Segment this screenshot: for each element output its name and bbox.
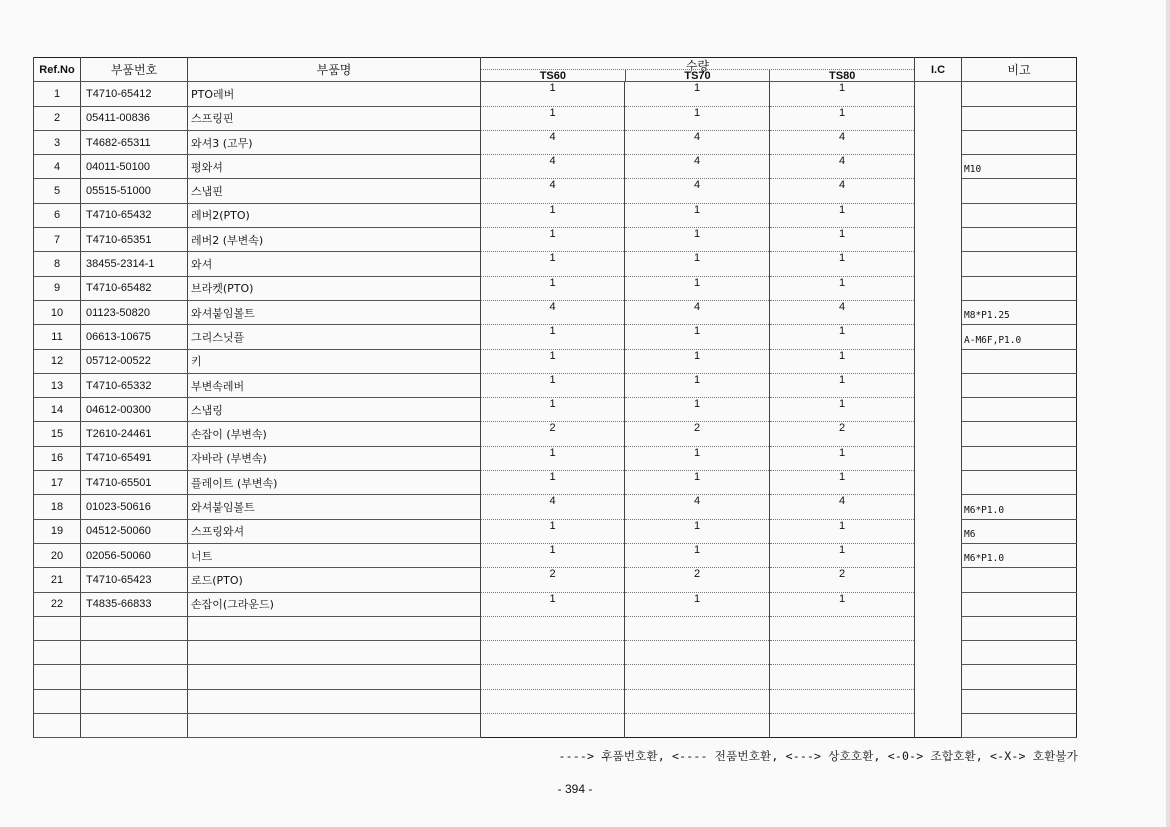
ref-cell: 17	[34, 471, 81, 495]
ic-cell	[915, 300, 962, 324]
header-model-ts60: TS60	[539, 70, 566, 82]
header-row	[34, 58, 1077, 82]
qty-ts70-cell	[625, 641, 770, 665]
ic-cell	[915, 106, 962, 130]
ref-cell: 8	[34, 252, 81, 276]
part-name-cell: 평와셔	[188, 155, 481, 179]
ic-cell	[915, 665, 962, 689]
qty-ts80-cell	[770, 689, 915, 713]
qty-ts60-cell: 1	[481, 203, 625, 227]
qty-ts60-cell: 1	[481, 82, 625, 106]
part-name-cell: 스냅링	[188, 398, 481, 422]
table-row	[34, 179, 1077, 203]
qty-ts80-cell: 1	[770, 82, 915, 106]
ref-cell: 14	[34, 398, 81, 422]
qty-ts70-cell: 1	[625, 252, 770, 276]
qty-ts70-cell: 1	[625, 471, 770, 495]
note-cell	[962, 82, 1077, 106]
part-number-cell: T4710-65432	[81, 203, 188, 227]
part-name-cell	[188, 689, 481, 713]
part-name-cell: 와셔3 (고무)	[188, 130, 481, 154]
ref-cell: 10	[34, 300, 81, 324]
part-number-cell: T2610-24461	[81, 422, 188, 446]
part-name-cell: 손잡이(그라운드)	[188, 592, 481, 616]
ic-cell	[915, 689, 962, 713]
qty-ts80-cell: 4	[770, 179, 915, 203]
note-cell: M10	[962, 155, 1077, 179]
ref-cell: 15	[34, 422, 81, 446]
note-cell: M6*P1.0	[962, 495, 1077, 519]
qty-ts70-cell	[625, 689, 770, 713]
table-row	[34, 568, 1077, 592]
note-cell	[962, 568, 1077, 592]
ref-cell	[34, 714, 81, 738]
ic-cell	[915, 422, 962, 446]
part-number-cell: 01023-50616	[81, 495, 188, 519]
table-row	[34, 714, 1077, 738]
note-cell	[962, 714, 1077, 738]
qty-ts60-cell: 2	[481, 568, 625, 592]
part-name-cell: 스프링와셔	[188, 519, 481, 543]
qty-ts60-cell	[481, 689, 625, 713]
part-number-cell: T4710-65482	[81, 276, 188, 300]
ic-cell	[915, 568, 962, 592]
header-quantity	[481, 58, 915, 82]
qty-ts60-cell: 1	[481, 373, 625, 397]
qty-ts60-cell	[481, 665, 625, 689]
note-cell: M8*P1.25	[962, 300, 1077, 324]
ref-cell: 20	[34, 543, 81, 567]
qty-ts80-cell	[770, 665, 915, 689]
qty-ts70-cell	[625, 714, 770, 738]
note-cell	[962, 422, 1077, 446]
qty-ts80-cell: 1	[770, 228, 915, 252]
table-row	[34, 495, 1077, 519]
qty-ts80-cell: 1	[770, 543, 915, 567]
table-row	[34, 446, 1077, 470]
part-number-cell: 04011-50100	[81, 155, 188, 179]
note-cell	[962, 616, 1077, 640]
table-row	[34, 373, 1077, 397]
table-row	[34, 689, 1077, 713]
part-number-cell: 04612-00300	[81, 398, 188, 422]
part-number-cell: T4710-65332	[81, 373, 188, 397]
ref-cell: 6	[34, 203, 81, 227]
qty-ts70-cell: 1	[625, 228, 770, 252]
note-cell	[962, 203, 1077, 227]
ref-cell: 5	[34, 179, 81, 203]
qty-ts70-cell	[625, 665, 770, 689]
ic-cell	[915, 155, 962, 179]
part-number-cell: 05712-00522	[81, 349, 188, 373]
header-model-ts70: TS70	[625, 70, 770, 81]
part-name-cell	[188, 641, 481, 665]
ref-cell: 7	[34, 228, 81, 252]
qty-ts60-cell: 1	[481, 398, 625, 422]
qty-ts80-cell	[770, 714, 915, 738]
table-row	[34, 471, 1077, 495]
interchange-legend: ----> 후품번호환, <---- 전품번호환, <---> 상호호환, <-0-> 조합호환, <-X-> 호환불가	[558, 749, 1078, 763]
qty-ts70-cell	[625, 616, 770, 640]
ref-cell: 2	[34, 106, 81, 130]
qty-ts80-cell: 1	[770, 446, 915, 470]
part-name-cell: 자바라 (부변속)	[188, 446, 481, 470]
ref-cell	[34, 665, 81, 689]
part-name-cell: 와셔	[188, 252, 481, 276]
note-cell	[962, 665, 1077, 689]
note-cell: M6*P1.0	[962, 543, 1077, 567]
qty-ts60-cell: 4	[481, 495, 625, 519]
ic-cell	[915, 543, 962, 567]
header-part-name: 부품명	[188, 58, 481, 82]
ic-cell	[915, 252, 962, 276]
qty-ts80-cell: 1	[770, 373, 915, 397]
qty-ts70-cell: 1	[625, 82, 770, 106]
qty-ts80-cell: 2	[770, 422, 915, 446]
part-name-cell	[188, 714, 481, 738]
note-cell	[962, 641, 1077, 665]
ic-cell	[915, 349, 962, 373]
qty-ts60-cell: 1	[481, 543, 625, 567]
ref-cell: 21	[34, 568, 81, 592]
part-name-cell: 브라켓(PTO)	[188, 276, 481, 300]
header-ic: I.C	[915, 58, 962, 82]
ic-cell	[915, 519, 962, 543]
header-note: 비고	[962, 58, 1077, 82]
note-cell	[962, 373, 1077, 397]
table-row	[34, 106, 1077, 130]
ic-cell	[915, 592, 962, 616]
qty-ts80-cell: 1	[770, 325, 915, 349]
qty-ts80-cell: 1	[770, 106, 915, 130]
ref-cell: 12	[34, 349, 81, 373]
part-number-cell: 06613-10675	[81, 325, 188, 349]
part-name-cell: 너트	[188, 543, 481, 567]
qty-ts60-cell: 4	[481, 179, 625, 203]
qty-ts60-cell: 1	[481, 228, 625, 252]
part-name-cell: 레버2 (부변속)	[188, 228, 481, 252]
qty-ts70-cell: 4	[625, 300, 770, 324]
table-row	[34, 519, 1077, 543]
part-number-cell: 05515-51000	[81, 179, 188, 203]
part-number-cell: 04512-50060	[81, 519, 188, 543]
qty-ts70-cell: 1	[625, 106, 770, 130]
qty-ts80-cell: 1	[770, 398, 915, 422]
ic-cell	[915, 276, 962, 300]
header-part-number: 부품번호	[81, 58, 188, 82]
note-cell	[962, 252, 1077, 276]
ic-cell	[915, 641, 962, 665]
qty-ts70-cell: 1	[625, 543, 770, 567]
note-cell	[962, 349, 1077, 373]
part-number-cell	[81, 689, 188, 713]
qty-ts70-cell: 1	[625, 373, 770, 397]
ic-cell	[915, 203, 962, 227]
qty-ts80-cell: 1	[770, 519, 915, 543]
table-row	[34, 325, 1077, 349]
qty-ts80-cell: 1	[770, 252, 915, 276]
qty-ts60-cell	[481, 641, 625, 665]
qty-ts80-cell: 1	[770, 203, 915, 227]
part-name-cell	[188, 616, 481, 640]
ic-cell	[915, 228, 962, 252]
ref-cell	[34, 689, 81, 713]
note-cell	[962, 179, 1077, 203]
ic-cell	[915, 471, 962, 495]
qty-ts70-cell: 4	[625, 495, 770, 519]
part-name-cell: 로드(PTO)	[188, 568, 481, 592]
ref-cell: 1	[34, 82, 81, 106]
table-row	[34, 543, 1077, 567]
qty-ts80-cell: 1	[770, 592, 915, 616]
part-name-cell: 손잡이 (부변속)	[188, 422, 481, 446]
part-number-cell	[81, 641, 188, 665]
table-row	[34, 228, 1077, 252]
table-row	[34, 592, 1077, 616]
qty-ts70-cell: 4	[625, 179, 770, 203]
part-name-cell	[188, 665, 481, 689]
scan-edge	[1166, 0, 1170, 827]
qty-ts70-cell: 1	[625, 276, 770, 300]
part-name-cell: 키	[188, 349, 481, 373]
ref-cell: 3	[34, 130, 81, 154]
qty-ts70-cell: 1	[625, 592, 770, 616]
ref-cell: 19	[34, 519, 81, 543]
note-cell: A-M6F,P1.0	[962, 325, 1077, 349]
ref-cell: 9	[34, 276, 81, 300]
ic-cell	[915, 130, 962, 154]
qty-ts60-cell: 4	[481, 155, 625, 179]
ic-cell	[915, 398, 962, 422]
part-number-cell: 02056-50060	[81, 543, 188, 567]
qty-ts80-cell: 4	[770, 155, 915, 179]
part-number-cell: T4710-65423	[81, 568, 188, 592]
qty-ts70-cell: 1	[625, 398, 770, 422]
qty-ts80-cell	[770, 641, 915, 665]
ref-cell: 13	[34, 373, 81, 397]
ref-cell: 11	[34, 325, 81, 349]
parts-table	[33, 57, 1077, 738]
part-number-cell: T4710-65412	[81, 82, 188, 106]
qty-ts60-cell	[481, 714, 625, 738]
ic-cell	[915, 616, 962, 640]
table-row	[34, 641, 1077, 665]
table-row	[34, 422, 1077, 446]
qty-ts60-cell: 1	[481, 106, 625, 130]
part-number-cell: T4710-65501	[81, 471, 188, 495]
ref-cell	[34, 616, 81, 640]
qty-ts60-cell: 1	[481, 349, 625, 373]
table-row	[34, 665, 1077, 689]
part-number-cell	[81, 665, 188, 689]
table-row	[34, 349, 1077, 373]
ic-cell	[915, 325, 962, 349]
ref-cell	[34, 641, 81, 665]
note-cell: M6	[962, 519, 1077, 543]
note-cell	[962, 471, 1077, 495]
table-row	[34, 203, 1077, 227]
qty-ts80-cell: 4	[770, 300, 915, 324]
part-number-cell: 38455-2314-1	[81, 252, 188, 276]
note-cell	[962, 228, 1077, 252]
part-name-cell: 스프링핀	[188, 106, 481, 130]
part-number-cell: T4835-66833	[81, 592, 188, 616]
header-models	[481, 69, 914, 81]
qty-ts70-cell: 4	[625, 155, 770, 179]
part-name-cell: 레버2(PTO)	[188, 203, 481, 227]
qty-ts80-cell: 1	[770, 349, 915, 373]
part-name-cell: 부변속레버	[188, 373, 481, 397]
ref-cell: 16	[34, 446, 81, 470]
qty-ts80-cell: 4	[770, 130, 915, 154]
part-name-cell: 와셔붙임볼트	[188, 300, 481, 324]
part-name-cell: 와셔붙임볼트	[188, 495, 481, 519]
note-cell	[962, 276, 1077, 300]
note-cell	[962, 446, 1077, 470]
qty-ts70-cell: 2	[625, 422, 770, 446]
note-cell	[962, 106, 1077, 130]
part-number-cell: T4710-65491	[81, 446, 188, 470]
ref-cell: 4	[34, 155, 81, 179]
part-number-cell	[81, 714, 188, 738]
note-cell	[962, 592, 1077, 616]
table-row	[34, 252, 1077, 276]
ic-cell	[915, 495, 962, 519]
part-name-cell: PTO레버	[188, 82, 481, 106]
table-row	[34, 82, 1077, 106]
qty-ts60-cell: 4	[481, 130, 625, 154]
note-cell	[962, 689, 1077, 713]
part-number-cell: 05411-00836	[81, 106, 188, 130]
ref-cell: 22	[34, 592, 81, 616]
qty-ts60-cell: 1	[481, 446, 625, 470]
ref-cell: 18	[34, 495, 81, 519]
qty-ts80-cell: 2	[770, 568, 915, 592]
qty-ts70-cell: 4	[625, 130, 770, 154]
qty-ts60-cell	[481, 616, 625, 640]
header-ref-no: Ref.No	[34, 58, 81, 82]
table-row	[34, 300, 1077, 324]
qty-ts70-cell: 1	[625, 519, 770, 543]
table-row	[34, 398, 1077, 422]
table-row	[34, 130, 1077, 154]
part-number-cell: T4710-65351	[81, 228, 188, 252]
part-name-cell: 플레이트 (부변속)	[188, 471, 481, 495]
note-cell	[962, 130, 1077, 154]
qty-ts60-cell: 2	[481, 422, 625, 446]
qty-ts60-cell: 1	[481, 276, 625, 300]
part-number-cell	[81, 616, 188, 640]
qty-ts70-cell: 1	[625, 203, 770, 227]
note-cell	[962, 398, 1077, 422]
ic-cell	[915, 179, 962, 203]
qty-ts60-cell: 1	[481, 471, 625, 495]
qty-ts80-cell: 4	[770, 495, 915, 519]
qty-ts70-cell: 2	[625, 568, 770, 592]
qty-ts70-cell: 1	[625, 446, 770, 470]
qty-ts80-cell: 1	[770, 276, 915, 300]
ic-cell	[915, 714, 962, 738]
part-name-cell: 스냅핀	[188, 179, 481, 203]
qty-ts80-cell	[770, 616, 915, 640]
table-row	[34, 276, 1077, 300]
qty-ts70-cell: 1	[625, 325, 770, 349]
table-row	[34, 616, 1077, 640]
qty-ts60-cell: 4	[481, 300, 625, 324]
header-quantity-label: 수량	[685, 59, 710, 73]
qty-ts60-cell: 1	[481, 519, 625, 543]
ic-cell	[915, 82, 962, 106]
qty-ts60-cell: 1	[481, 325, 625, 349]
part-number-cell: T4682-65311	[81, 130, 188, 154]
ic-cell	[915, 373, 962, 397]
qty-ts60-cell: 1	[481, 252, 625, 276]
ic-cell	[915, 446, 962, 470]
table-row	[34, 155, 1077, 179]
qty-ts70-cell: 1	[625, 349, 770, 373]
part-name-cell: 그리스닛플	[188, 325, 481, 349]
qty-ts60-cell: 1	[481, 592, 625, 616]
page-number: - 394 -	[557, 782, 593, 796]
header-model-ts80: TS80	[769, 70, 914, 81]
qty-ts80-cell: 1	[770, 471, 915, 495]
part-number-cell: 01123-50820	[81, 300, 188, 324]
